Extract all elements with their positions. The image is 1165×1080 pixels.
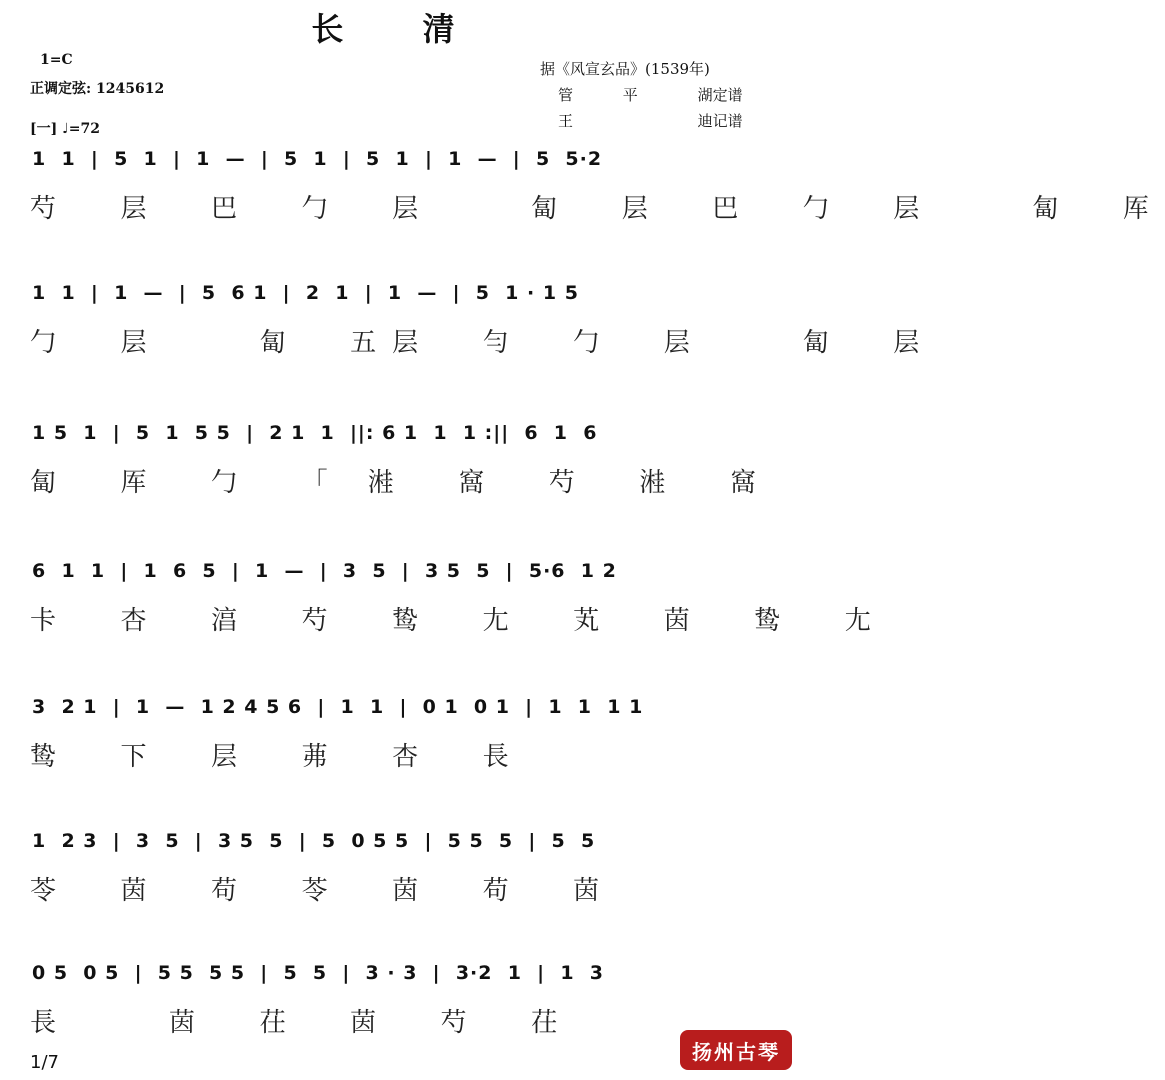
editor-surname: 王 — [558, 112, 574, 130]
watermark-logo: 扬州古琴 — [680, 1030, 792, 1070]
tuning: 正调定弦: 1245612 — [30, 81, 165, 97]
source-citation: 据《风宣玄品》(1539年) — [540, 60, 710, 78]
editor-surname: 管 — [558, 86, 574, 104]
score-row — [0, 830, 800, 940]
page-number: 1/7 — [30, 1052, 59, 1073]
jianpu-notes: 1 1 | 1 — | 5 6 1 | 2 1 | 1 — | 5 1 · 1 5 — [32, 282, 579, 304]
tablature: 苓 茵 苟 苓 茵 苟 茵 — [30, 876, 616, 906]
tablature: 卡 杏 湻 芍 鸷 尢 芄 茵 鸷 尢 — [30, 606, 887, 636]
score-row — [0, 696, 800, 806]
tablature: 鸷 下 层 茀 杏 長 — [30, 742, 525, 772]
editor-role: 湖定谱 — [697, 86, 743, 104]
editor-given: 平 — [622, 86, 638, 104]
key-signature: 1=C — [40, 52, 73, 68]
jianpu-notes: 0 5 0 5 | 5 5 5 5 | 5 5 | 3 · 3 | 3·2 1 | 1 3 — [32, 962, 605, 984]
score-row — [0, 560, 887, 670]
editor-role: 迪记谱 — [697, 112, 743, 130]
page-title: 长 清 — [311, 10, 489, 48]
tablature: 芍 层 巴 勹 层 匐 层 巴 勹 层 匐 厍 — [30, 194, 1165, 224]
score-row — [0, 148, 1165, 258]
jianpu-notes: 3 2 1 | 1 — 1 2 4 5 6 | 1 1 | 0 1 0 1 | 1 1 1 1 — [32, 696, 644, 718]
score-row — [0, 422, 800, 532]
jianpu-notes: 1 5 1 | 5 1 5 5 | 2 1 1 ||: 6 1 1 1 :|| 6 1 6 — [32, 422, 598, 444]
editor-line — [558, 84, 778, 105]
tablature: 匐 厍 勹 「 溎 窩 芍 溎 窩 — [30, 468, 772, 498]
jianpu-notes: 1 1 | 5 1 | 1 — | 5 1 | 5 1 | 1 — | 5 5·2 — [32, 148, 603, 170]
tablature: 長 茵 茌 茵 芍 茌 — [30, 1008, 574, 1038]
jianpu-notes: 1 2 3 | 3 5 | 3 5 5 | 5 0 5 5 | 5 5 5 | 5 5 — [32, 830, 596, 852]
section-tempo: [一] ♩=72 — [30, 121, 100, 137]
score-row — [0, 282, 936, 392]
jianpu-notes: 6 1 1 | 1 6 5 | 1 — | 3 5 | 3 5 5 | 5·6 1 2 — [32, 560, 617, 582]
tablature: 勹 层 匐 五层 勻 勹 层 匐 层 — [30, 328, 936, 358]
editor-line — [558, 110, 778, 131]
